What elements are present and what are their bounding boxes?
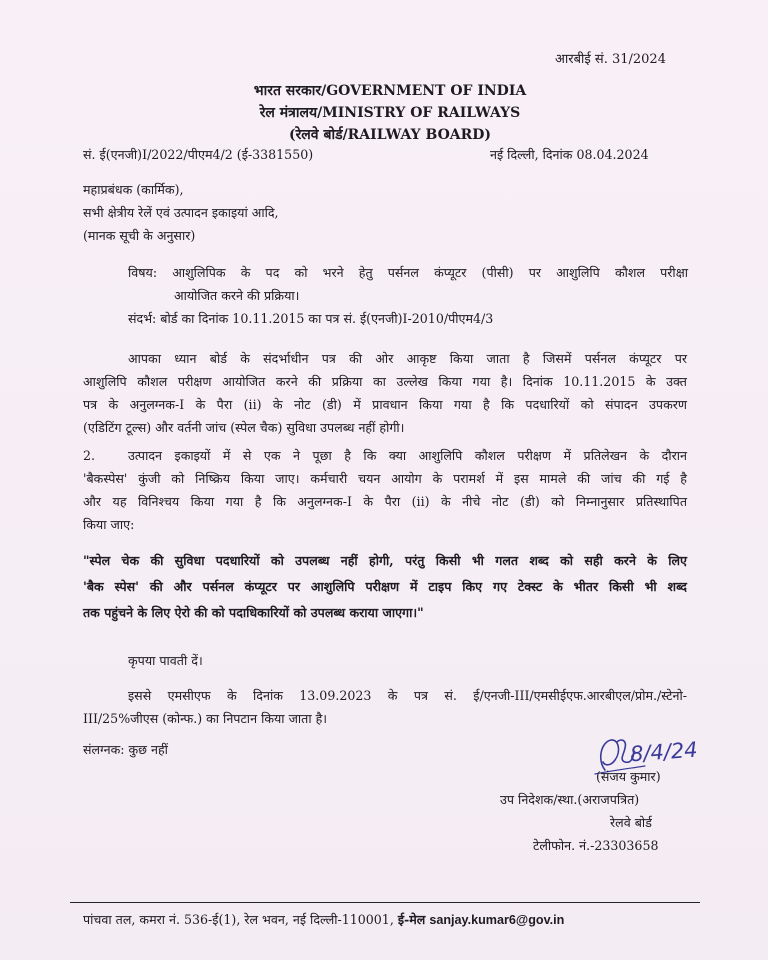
quoted-note [83,548,687,626]
addressee-block [83,178,279,247]
ministry-line: रेल मंत्रालय/MINISTRY OF RAILWAYS [259,105,521,121]
letter-date: नई दिल्ली, दिनांक 08.04.2024 [490,147,649,162]
subject-label: विषय: [128,265,158,280]
signatory-name: (संजय कुमार) [596,769,661,784]
paragraph-line: और यह विनिश्चय किया गया है कि अनुलग्नक-I के पैरा (ii) के नीचे नोट (डी) को निम्नानुसार प्रतिस्थापित [83,494,687,509]
subject-block [128,261,688,330]
quote-line: 'बैक स्पेस' की और पर्सनल कंप्यूटर पर आशुलिपि परीक्षण में टाइप किए गए टेक्स्ट के भीतर किसी भी शब्द [83,579,687,594]
letterhead [180,80,600,146]
paragraph-line: आशुलिपि कौशल परीक्षण आयोजित करने की प्रक्रिया का उल्लेख किया गया है। दिनांक 10.11.2015 के उक्त [83,374,687,389]
paragraph-line: (एडिटिंग टूल्स) और वर्तनी जांच (स्पेल चैक) सुविधा उपलब्ध नहीं होगी। [83,420,405,435]
quote-line: "स्पेल चेक की सुविधा पदधारियों को उपलब्ध नहीं होगी, परंतु किसी भी गलत शब्द को सही करने के लिए [83,553,687,568]
board-line: (रेलवे बोर्ड/RAILWAY BOARD) [288,127,492,143]
enclosure-line: संलग्नक: कुछ नहीं [83,742,168,757]
footer-address: पांचवा तल, कमरा नं. 536-ई(1), रेल भवन, नई दिल्ली-110001, [83,912,394,927]
circular-number: आरबीई सं. 31/2024 [555,52,666,67]
addressee-line: (मानक सूची के अनुसार) [83,228,196,243]
paragraph-1 [83,347,687,439]
paragraph-line: इससे एमसीएफ के दिनांक 13.09.2023 के पत्र सं. ई/एनजी-III/एमसीईएफ.आरबीएल/प्रोम./स्टेनो- [128,688,687,703]
footer [83,908,564,932]
signatory-designation: उप निदेशक/स्था.(अराजपत्रित) [500,792,640,807]
paragraph-line: किया जाए: [83,517,135,532]
addressee-line: महाप्रबंधक (कार्मिक), [83,182,184,197]
paragraph-line: 'बैकस्पेस' कुंजी को निष्क्रिय किया जाए। कर्मचारी चयन आयोग के परामर्श में इस मामले की जांच की गई है [83,471,687,486]
signatory-phone: टेलीफोन. नं.-23303658 [533,838,659,853]
paragraph-line: III/25%जीएस (कोन्फ.) का निपटान किया जाता है। [83,711,328,726]
subject-line: आशुलिपिक के पद को भरने हेतु पर्सनल कंप्यूटर (पीसी) पर आशुलिपि कौशल परीक्षा [172,265,688,280]
reference-line: संदर्भ: बोर्ड का दिनांक 10.11.2015 का पत्र सं. ई(एनजी)I-2010/पीएम4/3 [128,311,494,326]
subject-line: आयोजित करने की प्रक्रिया। [174,288,300,303]
acknowledge-line: कृपया पावती दें। [128,653,203,668]
signatory-office: रेलवे बोर्ड [610,815,652,830]
signature-date: 8/4/24 [629,737,699,767]
paragraph-line: आपका ध्यान बोर्ड के संदर्भाधीन पत्र की ओर आकृष्ट किया जाता है जिसमें पर्सनल कंप्यूटर पर [128,351,687,366]
govt-line: भारत सरकार/GOVERNMENT OF INDIA [253,83,527,99]
paragraph-2 [83,444,687,536]
paragraph-line: उत्पादन इकाइयों में से एक ने पूछा है कि क्या आशुलिपि कौशल परीक्षण में प्रतिलेखन के दौरान [128,448,687,463]
paragraph-number: 2. [83,448,96,463]
reference-number: सं. ई(एनजी)I/2022/पीएम4/2 (ई-3381550) [83,147,314,162]
footer-email[interactable]: sanjay.kumar6@gov.in [429,913,565,927]
paragraph-line: पत्र के अनुलग्नक-I के पैरा (ii) के नोट (डी) में प्रावधान किया गया है कि पदधारियों को संपादन उपकरण [83,397,687,412]
footer-email-label: ई-मेल [397,912,426,927]
disposal-paragraph [83,684,687,730]
quote-line: तक पहुंचने के लिए ऐरो की को पदाधिकारियों को उपलब्ध कराया जाएगा।" [83,605,424,620]
footer-divider [70,902,700,903]
addressee-line: सभी क्षेत्रीय रेलें एवं उत्पादन इकाइयां आदि, [83,205,279,220]
